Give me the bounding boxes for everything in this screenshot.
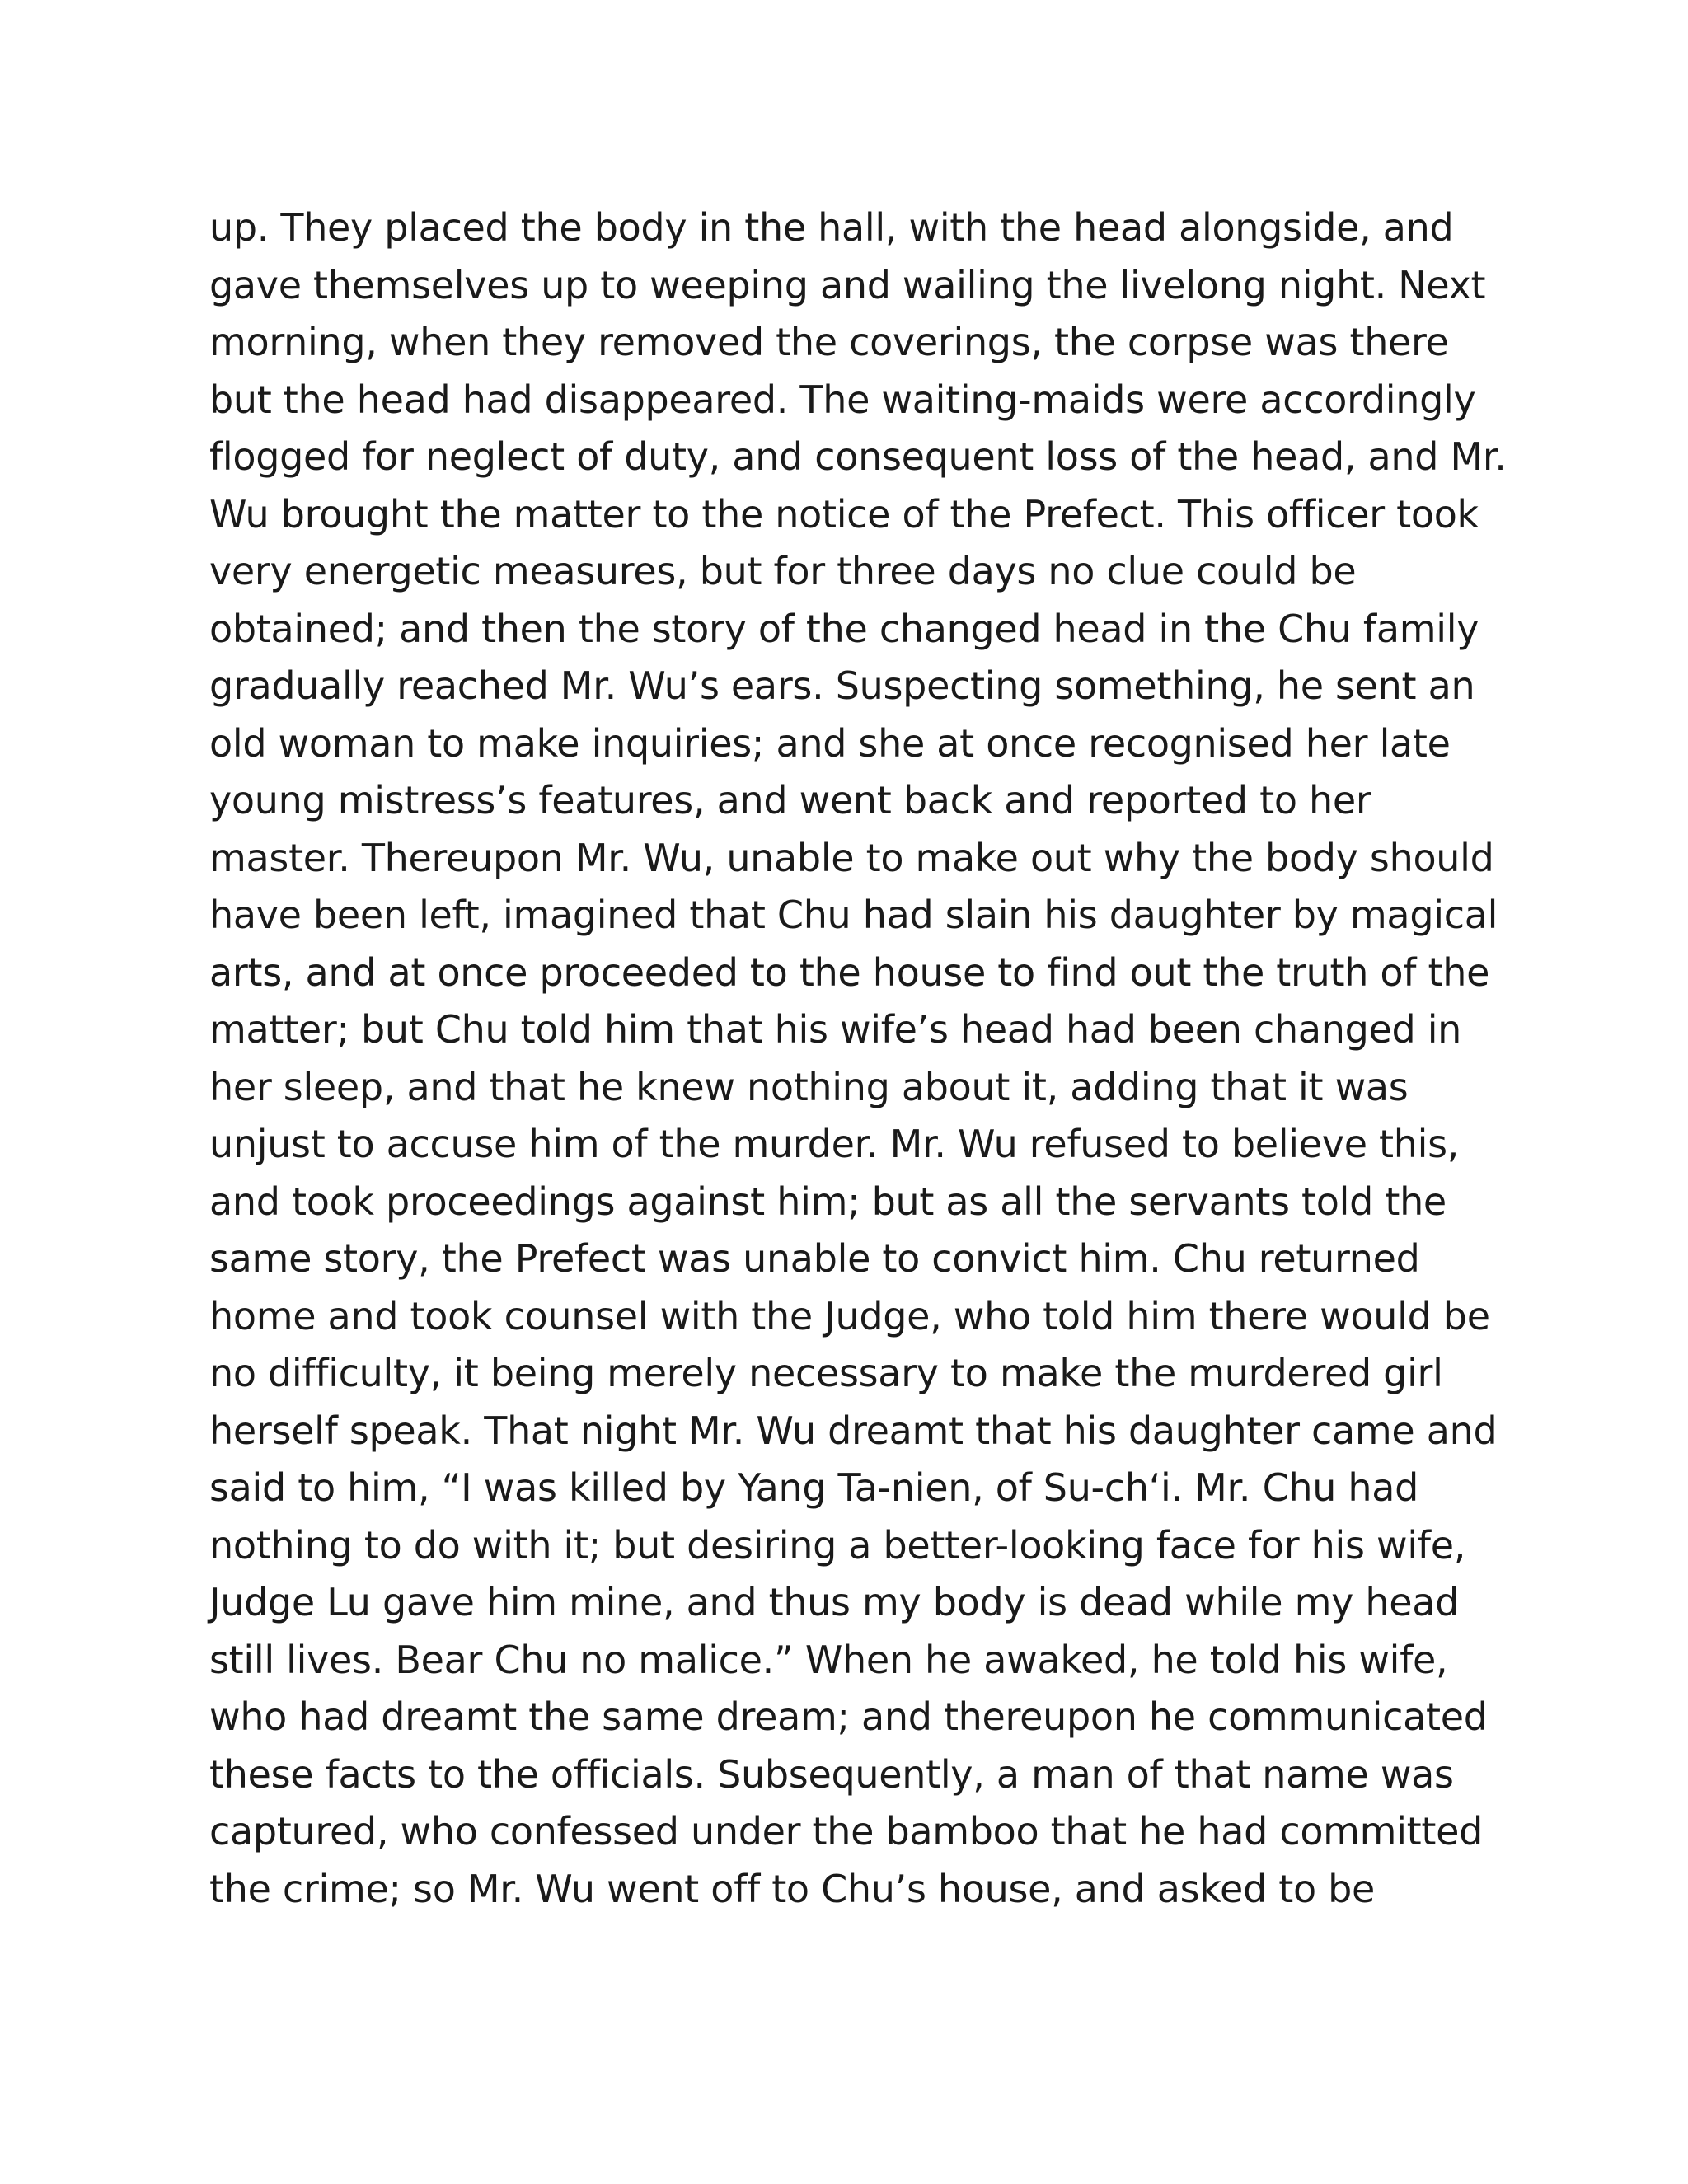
- text-line: very energetic measures, but for three days no clue could be: [209, 549, 1357, 593]
- text-line: master. Thereupon Mr. Wu, unable to make out why the body should: [209, 835, 1494, 880]
- text-line: matter; but Chu told him that his wife’s head had been changed in: [209, 1007, 1462, 1052]
- text-line: have been left, imagined that Chu had slain his daughter by magical: [209, 893, 1498, 937]
- text-line: and took proceedings against him; but as all the servants told the: [209, 1179, 1447, 1224]
- text-line: up. They placed the body in the hall, with the head alongside, and: [209, 205, 1454, 250]
- text-line: but the head had disappeared. The waiting-maids were accordingly: [209, 377, 1476, 422]
- text-line: flogged for neglect of duty, and consequent loss of the head, and Mr.: [209, 434, 1507, 479]
- text-line: young mistress’s features, and went back and reported to her: [209, 778, 1372, 823]
- text-line: captured, who confessed under the bamboo that he had committed: [209, 1809, 1484, 1854]
- body-text: [209, 199, 1507, 1918]
- text-line: home and took counsel with the Judge, who told him there would be: [209, 1293, 1490, 1338]
- text-line: old woman to make inquiries; and she at once recognised her late: [209, 720, 1451, 766]
- text-line: no difficulty, it being merely necessary to make the murdered girl: [209, 1351, 1443, 1395]
- text-line: still lives. Bear Chu no malice.” When he awaked, he told his wife,: [209, 1637, 1448, 1682]
- text-line: her sleep, and that he knew nothing about it, adding that it was: [209, 1064, 1409, 1109]
- text-line: who had dreamt the same dream; and thereupon he communicated: [209, 1694, 1488, 1739]
- text-line: morning, when they removed the coverings, the corpse was there: [209, 320, 1449, 364]
- text-line: said to him, “I was killed by Yang Ta-nien, of Su-ch‘i. Mr. Chu had: [209, 1465, 1419, 1510]
- text-line: the crime; so Mr. Wu went off to Chu’s house, and asked to be: [209, 1866, 1376, 1911]
- text-line: arts, and at once proceeded to the house to find out the truth of the: [209, 949, 1490, 995]
- text-line: these facts to the officials. Subsequently, a man of that name was: [209, 1751, 1454, 1797]
- text-line: obtained; and then the story of the changed head in the Chu family: [209, 606, 1479, 651]
- text-line: Judge Lu gave him mine, and thus my body is dead while my head: [209, 1580, 1459, 1624]
- text-line: gave themselves up to weeping and wailing the livelong night. Next: [209, 262, 1486, 307]
- text-line: Wu brought the matter to the notice of the Prefect. This officer took: [209, 491, 1479, 537]
- text-line: herself speak. That night Mr. Wu dreamt that his daughter came and: [209, 1408, 1498, 1453]
- text-line: nothing to do with it; but desiring a better-looking face for his wife,: [209, 1522, 1466, 1568]
- text-line: same story, the Prefect was unable to convict him. Chu returned: [209, 1236, 1420, 1281]
- text-line: gradually reached Mr. Wu’s ears. Suspecting something, he sent an: [209, 663, 1475, 708]
- text-line: unjust to accuse him of the murder. Mr. Wu refused to believe this,: [209, 1122, 1460, 1166]
